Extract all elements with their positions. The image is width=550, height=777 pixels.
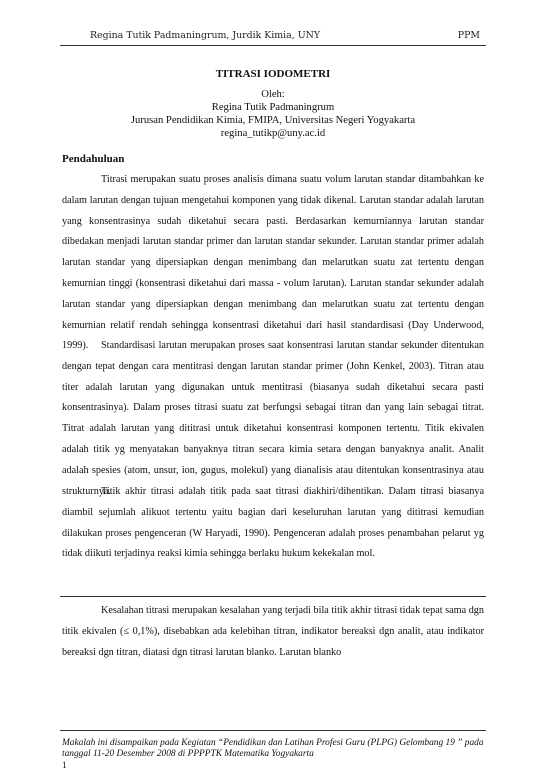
- header-label: PPM: [457, 30, 480, 41]
- page-number: 1: [62, 761, 67, 771]
- paragraph-4: Kesalahan titrasi merupakan kesalahan yang terjadi bila titik akhir titrasi tidak tepat sama dgn titik ekivalen (≤ 0,1%), disebabkan ada kelebihan titran, indikator bereaksi dgn analit, atau indikator bereaksi dgn titran, diatasi dgn titrasi larutan blanko. Larutan blanko: [62, 605, 484, 658]
- paragraph-3: Titik akhir titrasi adalah titik pada saat titrasi diakhiri/dihentikan. Dalam titrasi biasanya diambil sejumlah alikuot tertentu yaitu bagian dari keseluruhan larutan yang dititrasi kemudian dilakukan proses pengenceran (W Haryadi, 1990). Pengenceran adalah proses penambahan pelarut yg tidak diikuti terjadinya reaksi kimia sehingga berlaku hukum kekekalan mol.: [62, 486, 484, 560]
- byline-oleh: Oleh:: [261, 89, 285, 100]
- section-divider: [60, 596, 486, 597]
- paragraph-2: Standardisasi larutan merupakan proses saat konsentrasi larutan standar sekunder ditentukan dengan tepat dengan cara mentitrasi dengan larutan standar primer (John Kenkel, 2003). Titran atau titer adalah larutan yang digunakan untuk mentitrasi (biasanya sudah diketahui secara pasti konsentrasinya). Dalam proses titrasi suatu zat berfungsi sebagai titran dan yang lain sebagai titrat. Titrat adalah larutan yang dititrasi untuk diketahui konsentrasi komponen tertentu. Titik ekivalen adalah titik yg menyatakan banyaknya titran secara kimia setara dengan banyaknya analit. Analit adalah spesies (atom, unsur, ion, gugus, molekul) yang dianalisis atau ditentukan konsentrasinya atau strukturnya.: [62, 340, 484, 497]
- footer-note: Makalah ini disampaikan pada Kegiatan “Pendidikan dan Latihan Profesi Guru (PLPG) Gelombang 19 ” pada tanggal 11-20 Desember 2008 di PPPPTK Matematika Yogyakarta: [62, 738, 484, 760]
- paragraph-1: Titrasi merupakan suatu proses analisis dimana suatu volum larutan standar ditambahkan ke dalam larutan dengan tujuan mengetahui komponen yang tidak dikenal. Larutan standar adalah larutan yang konsentrasinya sudah diketahui secara pasti. Berdasarkan kemurniannya larutan standar dibedakan menjadi larutan standar primer dan larutan standar sekunder. Larutan standar primer adalah larutan standar yang dipersiapkan dengan menimbang dan melarutkan suatu zat tertentu dengan kemurnian tinggi (konsentrasi diketahui dari massa - volum larutan). Larutan standar sekunder adalah larutan standar yang dipersiapkan dengan menimbang dan melarutkan suatu zat tertentu dengan kemurnian relatif rendah sehingga konsentrasi diketahui dari hasil standardisasi (Day Underwood, 1999).: [62, 174, 484, 352]
- footer-rule: [60, 730, 486, 731]
- document-title: TITRASI IODOMETRI: [215, 68, 331, 80]
- byline-author: Regina Tutik Padmaningrum: [211, 102, 335, 113]
- header-rule: [60, 45, 486, 46]
- section-heading: Pendahuluan: [62, 153, 125, 165]
- byline-email[interactable]: regina_tutikp@uny.ac.id: [220, 128, 326, 139]
- header-author-affiliation: Regina Tutik Padmaningrum, Jurdik Kimia, UNY: [90, 30, 321, 41]
- byline-affiliation: Jurusan Pendidikan Kimia, FMIPA, Universitas Negeri Yogyakarta: [130, 115, 416, 126]
